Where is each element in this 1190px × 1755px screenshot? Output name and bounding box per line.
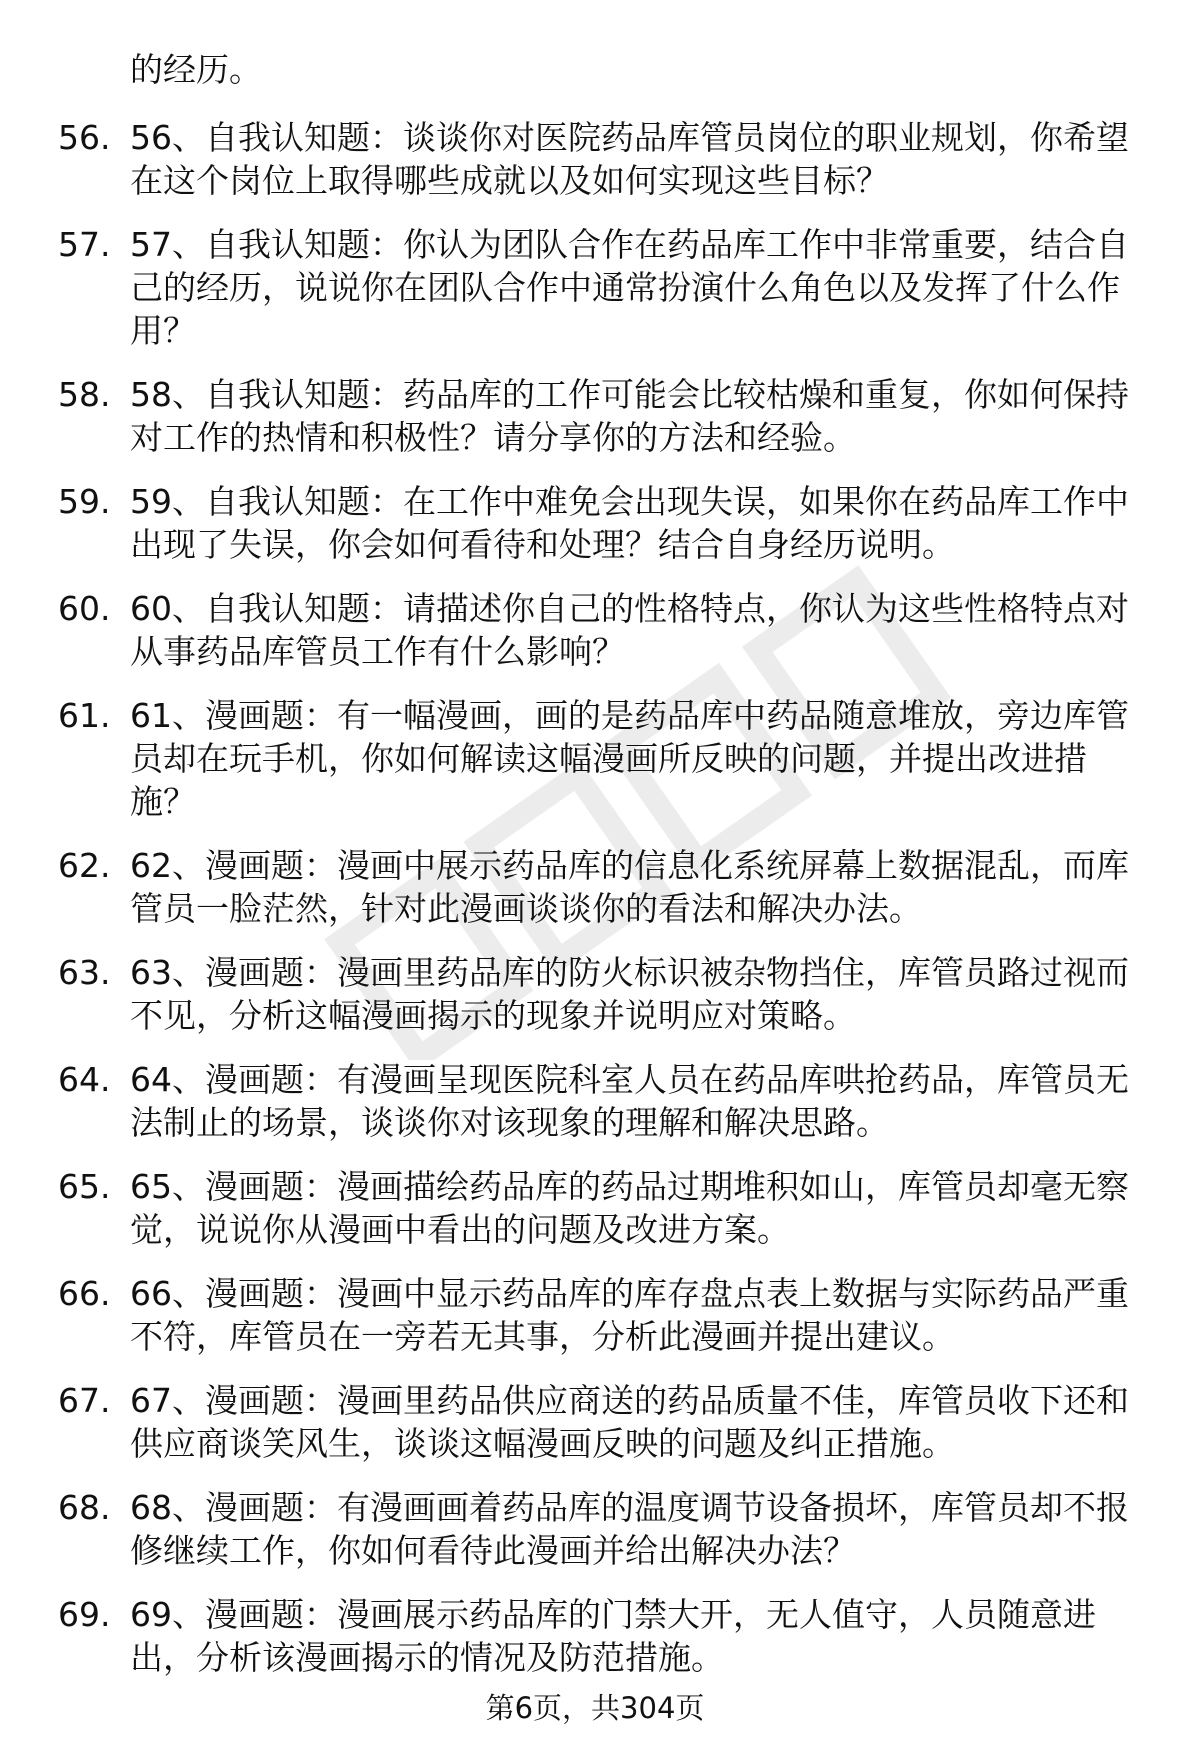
item-text: 57、自我认知题：你认为团队合作在药品库工作中非常重要，结合自己的经历，说说你在团队合作中通常扮演什么角色以及发挥了什么作用？ [130,225,1129,350]
item-text: 66、漫画题：漫画中显示药品库的库存盘点表上数据与实际药品严重不符，库管员在一旁若无其事，分析此漫画并提出建议。 [130,1274,1129,1356]
item-number: 59. [58,482,111,521]
item-number: 66. [58,1274,111,1313]
list-item [58,1593,1150,1679]
page-footer: 第6页，共304页 [485,1691,705,1725]
item-text: 64、漫画题：有漫画呈现医院科室人员在药品库哄抢药品，库管员无法制止的场景，谈谈你对该现象的理解和解决思路。 [130,1060,1129,1142]
item-number: 57. [58,225,111,264]
item-text: 59、自我认知题：在工作中难免会出现失误，如果你在药品库工作中出现了失误，你会如何看待和处理？结合自身经历说明。 [130,482,1129,564]
item-number: 58. [58,375,111,414]
item-number: 62. [58,846,111,885]
list-item [58,373,1150,459]
list-item [58,1272,1150,1358]
item-text: 60、自我认知题：请描述你自己的性格特点，你认为这些性格特点对从事药品库管员工作有什么影响？ [130,589,1129,671]
item-number: 60. [58,589,111,628]
item-text: 67、漫画题：漫画里药品供应商送的药品质量不佳，库管员收下还和供应商谈笑风生，谈谈这幅漫画反映的问题及纠正措施。 [130,1381,1129,1463]
list-item [58,1058,1150,1144]
item-number: 63. [58,953,111,992]
item-text: 65、漫画题：漫画描绘药品库的药品过期堆积如山，库管员却毫无察觉，说说你从漫画中看出的问题及改进方案。 [130,1167,1129,1249]
item-number: 68. [58,1488,111,1527]
item-text: 58、自我认知题：药品库的工作可能会比较枯燥和重复，你如何保持对工作的热情和积极性？请分享你的方法和经验。 [130,375,1129,457]
question-list [58,116,1158,1700]
list-item [58,587,1150,673]
item-text: 68、漫画题：有漫画画着药品库的温度调节设备损坏，库管员却不报修继续工作，你如何看待此漫画并给出解决办法？ [130,1488,1129,1570]
list-item [58,116,1150,202]
item-number: 69. [58,1595,111,1634]
item-text: 62、漫画题：漫画中展示药品库的信息化系统屏幕上数据混乱，而库管员一脸茫然，针对此漫画谈谈你的看法和解决办法。 [130,846,1129,928]
list-item [58,694,1150,823]
item-text: 61、漫画题：有一幅漫画，画的是药品库中药品随意堆放，旁边库管员却在玩手机，你如何解读这幅漫画所反映的问题，并提出改进措施？ [130,696,1129,821]
item-number: 64. [58,1060,111,1099]
item-text: 63、漫画题：漫画里药品库的防火标识被杂物挡住，库管员路过视而不见，分析这幅漫画揭示的现象并说明应对策略。 [130,953,1129,1035]
list-item [58,1486,1150,1572]
list-item [58,951,1150,1037]
item-text: 56、自我认知题：谈谈你对医院药品库管员岗位的职业规划，你希望在这个岗位上取得哪些成就以及如何实现这些目标？ [130,118,1129,200]
list-item [58,1379,1150,1465]
item-number: 67. [58,1381,111,1420]
continuation-text: 的经历。 [130,50,262,89]
item-number: 61. [58,696,111,735]
list-item [58,1165,1150,1251]
item-number: 56. [58,118,111,157]
item-text: 69、漫画题：漫画展示药品库的门禁大开，无人值守，人员随意进出，分析该漫画揭示的情况及防范措施。 [130,1595,1096,1677]
list-item [58,480,1150,566]
item-number: 65. [58,1167,111,1206]
list-item [58,844,1150,930]
list-item [58,223,1150,352]
